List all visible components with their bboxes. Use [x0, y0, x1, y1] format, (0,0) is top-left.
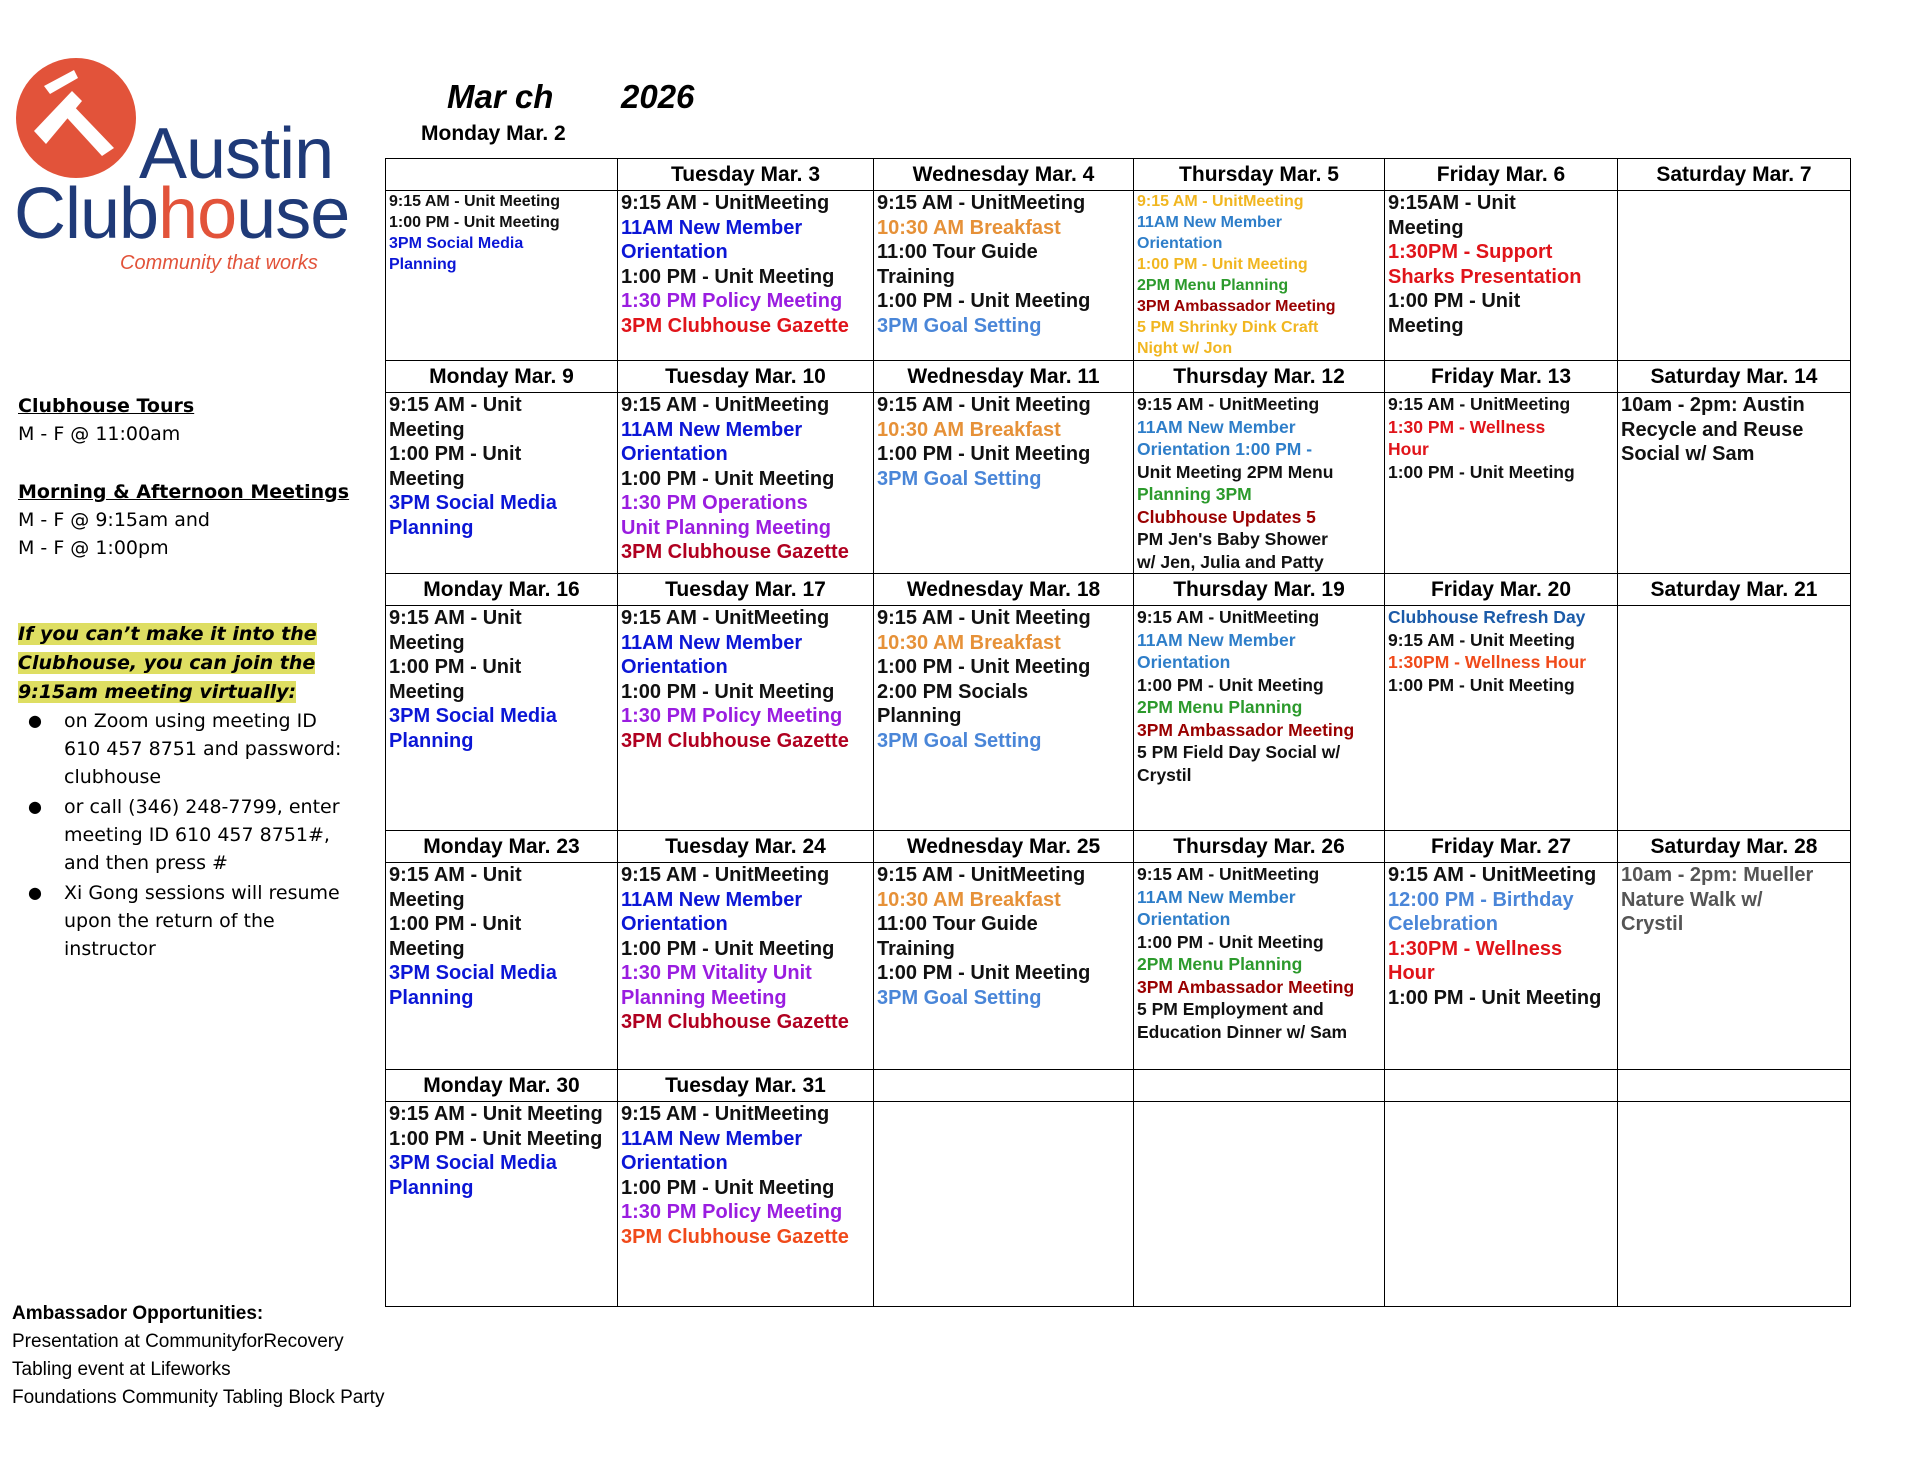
event-line: Meeting [389, 680, 465, 703]
event-line: 3PM Social Media [389, 962, 557, 984]
event-line: 11AM New Member [621, 888, 803, 911]
event-line: 3PM Clubhouse Gazette [621, 314, 849, 337]
day-header: Thursday Mar. 12 [1134, 361, 1385, 393]
event-line: 1:30 PM Policy Meeting [621, 290, 843, 312]
event-line: 3PM Clubhouse Gazette [621, 541, 849, 563]
event-line: 1:00 PM - Unit [1388, 290, 1521, 312]
event-line: Orientation [1137, 652, 1231, 672]
event-line: 1:30 PM Policy Meeting [621, 1201, 843, 1223]
day-cell [874, 606, 1134, 831]
day-cell [386, 393, 618, 574]
event-line: 1:00 PM - Unit Meeting [621, 937, 835, 960]
event-line: 1:00 PM - Unit Meeting [621, 1176, 835, 1199]
day-header: Saturday Mar. 21 [1618, 574, 1851, 606]
day-header: Tuesday Mar. 10 [618, 361, 874, 393]
austin-clubhouse-logo [14, 56, 350, 286]
event-line: 9:15 AM - UnitMeeting [621, 1103, 830, 1125]
day-cell [874, 1102, 1134, 1307]
day-cell [1385, 863, 1618, 1070]
event-line: 9:15 AM - Unit [389, 394, 522, 416]
event-line: 2PM Menu Planning [1137, 954, 1303, 974]
event-line: Planning [389, 1176, 474, 1199]
ambassador-line: Foundations Community Tabling Block Party [12, 1387, 385, 1408]
list-item: ● or call (346) 248-7799, enter meeting ID 610 457 8751#, and then press # [28, 793, 358, 877]
event-line: Crystil [1137, 764, 1192, 785]
event-line: Planning [389, 256, 457, 273]
day-cell [1618, 393, 1851, 574]
event-line: 9:15 AM - UnitMeeting [1137, 193, 1304, 210]
day-cell [1385, 1102, 1618, 1307]
day-header: Saturday Mar. 28 [1618, 831, 1851, 863]
week-events-row [386, 393, 1851, 574]
event-line: 1:00 PM - Unit [389, 656, 522, 678]
tours-heading: Clubhouse Tours [18, 395, 195, 417]
event-line: 11AM New Member [1137, 886, 1296, 907]
event-line: 11:00 Tour Guide [877, 913, 1038, 935]
event-line: 3PM Goal Setting [877, 729, 1042, 752]
event-line: 9:15 AM - Unit Meeting [1388, 629, 1575, 650]
event-line: Orientation [621, 1152, 728, 1174]
event-line: 1:00 PM - Unit Meeting [877, 443, 1091, 465]
week-header-row [386, 574, 1851, 606]
event-line: Hour [1388, 439, 1429, 459]
event-line: 1:00 PM - Unit Meeting [877, 656, 1091, 678]
day-header: Wednesday Mar. 4 [874, 159, 1134, 191]
event-line: 1:30PM - Wellness Hour [1388, 652, 1587, 672]
event-line: 1:00 PM - Unit Meeting [389, 214, 560, 231]
event-line: 9:15AM - Unit [1388, 192, 1516, 214]
event-line: Sharks Presentation [1388, 265, 1582, 288]
ambassador-heading: Ambassador Opportunities: [12, 1303, 264, 1324]
event-line: Nature Walk w/ [1621, 888, 1763, 911]
day-cell [874, 393, 1134, 574]
event-line: Recycle and Reuse [1621, 418, 1804, 441]
event-line: Training [877, 265, 955, 288]
event-line: Meeting [389, 631, 465, 654]
event-line: Orientation [621, 656, 728, 678]
meetings-line: M - F @ 9:15am and [18, 509, 210, 531]
event-line: Orientation [621, 241, 728, 263]
event-line: 11AM New Member [621, 216, 803, 239]
event-line: Meeting [389, 888, 465, 911]
event-line: Orientation [1137, 909, 1231, 929]
event-line: 11AM New Member [1137, 214, 1282, 231]
event-line: 9:15 AM - UnitMeeting [1137, 607, 1320, 627]
logo-mark-icon [14, 56, 144, 186]
day-header: Monday Mar. 30 [386, 1070, 618, 1102]
logo-tagline: Community that works [120, 252, 318, 274]
day-header [1134, 1070, 1385, 1102]
day-header: Saturday Mar. 7 [1618, 159, 1851, 191]
event-line: Meeting [1388, 314, 1464, 337]
day-header: Wednesday Mar. 11 [874, 361, 1134, 393]
day-header: Friday Mar. 20 [1385, 574, 1618, 606]
day-cell [1134, 863, 1385, 1070]
event-line: 5 PM Field Day Social w/ [1137, 742, 1341, 762]
meetings-line: M - F @ 1:00pm [18, 537, 169, 559]
calendar-year-title: 2026 [621, 78, 695, 115]
day-cell [1618, 606, 1851, 831]
ambassador-line: Presentation at CommunityforRecovery [12, 1331, 344, 1352]
event-line: 3PM Goal Setting [877, 986, 1042, 1009]
day-cell [618, 191, 874, 361]
day-header: Saturday Mar. 14 [1618, 361, 1851, 393]
event-line: 11AM New Member [621, 631, 803, 654]
day-header: Monday Mar. 9 [386, 361, 618, 393]
day-cell [1385, 191, 1618, 361]
event-line: Meeting [389, 467, 465, 490]
event-line: 1:00 PM - Unit Meeting [621, 680, 835, 703]
event-line: 9:15 AM - Unit [389, 607, 522, 629]
day-cell [1618, 863, 1851, 1070]
event-line: Planning [877, 705, 962, 727]
day-cell [1385, 606, 1618, 831]
event-line: Unit Planning Meeting [621, 516, 831, 539]
event-line: 1:00 PM - Unit Meeting [1388, 674, 1575, 695]
day-cell [1134, 393, 1385, 574]
week-events-row [386, 1102, 1851, 1307]
event-line: Hour [1388, 962, 1435, 984]
event-line: 10:30 AM Breakfast [877, 888, 1061, 911]
calendar-month-title: Mar ch [447, 78, 554, 115]
event-line: 1:30 PM Vitality Unit [621, 962, 812, 984]
week-events-row [386, 191, 1851, 361]
event-line: w/ Jen, Julia and Patty [1137, 551, 1324, 572]
event-line: 1:00 PM - Unit Meeting [1388, 461, 1575, 482]
event-line: 9:15 AM - Unit Meeting [877, 607, 1091, 629]
ambassador-line: Tabling event at Lifeworks [12, 1359, 231, 1380]
event-line: 3PM Ambassador Meeting [1137, 976, 1355, 997]
event-line: 9:15 AM - Unit [389, 864, 522, 886]
day-header: Wednesday Mar. 18 [874, 574, 1134, 606]
event-line: 1:00 PM - Unit Meeting [621, 467, 835, 490]
day-header: Tuesday Mar. 17 [618, 574, 874, 606]
event-line: 5 PM Shrinky Dink Craft [1137, 319, 1319, 336]
event-line: Planning [389, 986, 474, 1009]
day-header: Tuesday Mar. 24 [618, 831, 874, 863]
event-line: 10am - 2pm: Mueller [1621, 864, 1814, 886]
event-line: Planning [389, 729, 474, 752]
day-header [386, 159, 618, 191]
event-line: Planning 3PM [1137, 484, 1252, 504]
day-cell [618, 393, 874, 574]
day-cell [1134, 1102, 1385, 1307]
day-cell [1385, 393, 1618, 574]
day-cell [386, 191, 618, 361]
day-header: Wednesday Mar. 25 [874, 831, 1134, 863]
event-line: 10am - 2pm: Austin [1621, 394, 1805, 416]
event-line: 1:00 PM - Unit Meeting [621, 265, 835, 288]
event-line: Orientation [621, 913, 728, 935]
day-header: Friday Mar. 13 [1385, 361, 1618, 393]
ambassador-section [12, 1300, 452, 1412]
day-cell [618, 863, 874, 1070]
event-line: 1:00 PM - Unit Meeting [1388, 986, 1602, 1009]
event-line: 10:30 AM Breakfast [877, 418, 1061, 441]
event-line: 1:30PM - Support [1388, 241, 1553, 263]
day-cell [386, 606, 618, 831]
event-line: 1:00 PM - Unit [389, 443, 522, 465]
first-day-label: Monday Mar. 2 [421, 122, 566, 145]
event-line: 11AM New Member [1137, 629, 1296, 650]
meetings-heading: Morning & Afternoon Meetings [18, 481, 350, 503]
day-cell [874, 191, 1134, 361]
day-header: Tuesday Mar. 3 [618, 159, 874, 191]
event-line: PM Jen's Baby Shower [1137, 529, 1328, 549]
event-line: 3PM Social Media [389, 705, 557, 727]
event-line: 3PM Clubhouse Gazette [621, 1225, 849, 1248]
day-cell [874, 863, 1134, 1070]
event-line: Unit Meeting 2PM Menu [1137, 461, 1334, 482]
day-header [874, 1070, 1134, 1102]
event-line: 1:00 PM - Unit Meeting [877, 962, 1091, 984]
day-header: Tuesday Mar. 31 [618, 1070, 874, 1102]
event-line: 3PM Ambassador Meeting [1137, 298, 1336, 315]
event-line: 9:15 AM - UnitMeeting [1137, 394, 1320, 414]
event-line: 3PM Social Media [389, 235, 524, 252]
event-line: 10:30 AM Breakfast [877, 631, 1061, 654]
week-header-row [386, 831, 1851, 863]
calendar-grid [385, 158, 1851, 1307]
event-line: 12:00 PM - Birthday [1388, 888, 1574, 911]
day-header: Monday Mar. 16 [386, 574, 618, 606]
event-line: 9:15 AM - UnitMeeting [1388, 864, 1597, 886]
day-header [1618, 1070, 1851, 1102]
event-line: Planning Meeting [621, 986, 787, 1009]
week-events-row [386, 863, 1851, 1070]
event-line: Training [877, 937, 955, 960]
event-line: Education Dinner w/ Sam [1137, 1021, 1348, 1042]
event-line: 3PM Social Media [389, 492, 557, 514]
week-header-row [386, 361, 1851, 393]
event-line: 11AM New Member [621, 418, 803, 441]
event-line: 5 PM Employment and [1137, 999, 1324, 1019]
tours-line: M - F @ 11:00am [18, 423, 181, 445]
event-line: Meeting [389, 418, 465, 441]
tours-section [18, 392, 378, 448]
event-line: 1:00 PM - Unit Meeting [1137, 931, 1324, 952]
event-line: Orientation [1137, 235, 1223, 252]
event-line: Meeting [389, 937, 465, 960]
logo-word-clubhouse: Clubhouse [14, 174, 350, 254]
day-header: Thursday Mar. 5 [1134, 159, 1385, 191]
day-header: Friday Mar. 27 [1385, 831, 1618, 863]
event-line: 10:30 AM Breakfast [877, 216, 1061, 239]
event-line: Celebration [1388, 913, 1499, 935]
event-line: 9:15 AM - Unit Meeting [877, 394, 1091, 416]
event-line: 1:00 PM - Unit [389, 913, 522, 935]
event-line: 2PM Menu Planning [1137, 277, 1289, 294]
event-line: 2:00 PM Socials [877, 680, 1029, 703]
day-cell [1618, 191, 1851, 361]
virtual-heading: If you can’t make it into the Clubhouse, you can join the 9:15am meeting virtually: [18, 623, 317, 703]
virtual-join-section [18, 620, 348, 707]
event-line: 3PM Clubhouse Gazette [621, 1011, 849, 1033]
event-line: 11AM New Member [621, 1127, 803, 1150]
meetings-section [18, 478, 378, 562]
event-line: Orientation [621, 443, 728, 465]
day-cell [618, 1102, 874, 1307]
event-line: 9:15 AM - UnitMeeting [621, 864, 830, 886]
event-line: Night w/ Jon [1137, 340, 1233, 357]
day-cell [1618, 1102, 1851, 1307]
virtual-instructions-list [28, 707, 358, 965]
event-line: 9:15 AM - Unit Meeting [389, 193, 560, 210]
day-cell [618, 606, 874, 831]
event-line: 1:00 PM - Unit Meeting [389, 1127, 603, 1150]
event-line: 11AM New Member [1137, 416, 1296, 437]
day-cell [1134, 606, 1385, 831]
event-line: 1:00 PM - Unit Meeting [877, 290, 1091, 312]
event-line: Orientation 1:00 PM - [1137, 439, 1313, 459]
event-line: 9:15 AM - UnitMeeting [877, 192, 1086, 214]
event-line: 2PM Menu Planning [1137, 697, 1303, 717]
event-line: 9:15 AM - UnitMeeting [1388, 394, 1571, 414]
list-item: ● Xi Gong sessions will resume upon the return of the instructor [28, 879, 358, 963]
event-line: Clubhouse Refresh Day [1388, 607, 1586, 627]
event-line: Meeting [1388, 216, 1464, 239]
event-line: 3PM Clubhouse Gazette [621, 729, 849, 752]
event-line: 9:15 AM - UnitMeeting [621, 607, 830, 629]
day-header [1385, 1070, 1618, 1102]
week-header-row [386, 1070, 1851, 1102]
day-header: Thursday Mar. 19 [1134, 574, 1385, 606]
event-line: 9:15 AM - Unit Meeting [389, 1103, 603, 1125]
event-line: 9:15 AM - UnitMeeting [1137, 864, 1320, 884]
event-line: Planning [389, 516, 474, 539]
event-line: 9:15 AM - UnitMeeting [621, 192, 830, 214]
event-line: 3PM Social Media [389, 1152, 557, 1174]
event-line: 9:15 AM - UnitMeeting [877, 864, 1086, 886]
day-cell [1134, 191, 1385, 361]
event-line: Clubhouse Updates 5 [1137, 506, 1316, 527]
event-line: 11:00 Tour Guide [877, 241, 1038, 263]
day-header: Friday Mar. 6 [1385, 159, 1618, 191]
day-header: Thursday Mar. 26 [1134, 831, 1385, 863]
logo-word-austin: Austin [139, 114, 334, 194]
week-events-row [386, 606, 1851, 831]
day-cell [386, 1102, 618, 1307]
event-line: 1:00 PM - Unit Meeting [1137, 256, 1308, 273]
event-line: 1:30 PM Operations [621, 492, 808, 514]
event-line: 3PM Ambassador Meeting [1137, 719, 1355, 740]
event-line: Social w/ Sam [1621, 443, 1755, 465]
event-line: 1:30PM - Wellness [1388, 937, 1563, 960]
week-header-row [386, 159, 1851, 191]
event-line: 1:30 PM Policy Meeting [621, 705, 843, 727]
event-line: 1:30 PM - Wellness [1388, 416, 1546, 437]
event-line: Crystil [1621, 913, 1684, 935]
day-header: Monday Mar. 23 [386, 831, 618, 863]
event-line: 3PM Goal Setting [877, 467, 1042, 490]
event-line: 1:00 PM - Unit Meeting [1137, 674, 1324, 695]
event-line: 9:15 AM - UnitMeeting [621, 394, 830, 416]
day-cell [386, 863, 618, 1070]
list-item: ● on Zoom using meeting ID 610 457 8751 and password: clubhouse [28, 707, 358, 791]
event-line: 3PM Goal Setting [877, 314, 1042, 337]
